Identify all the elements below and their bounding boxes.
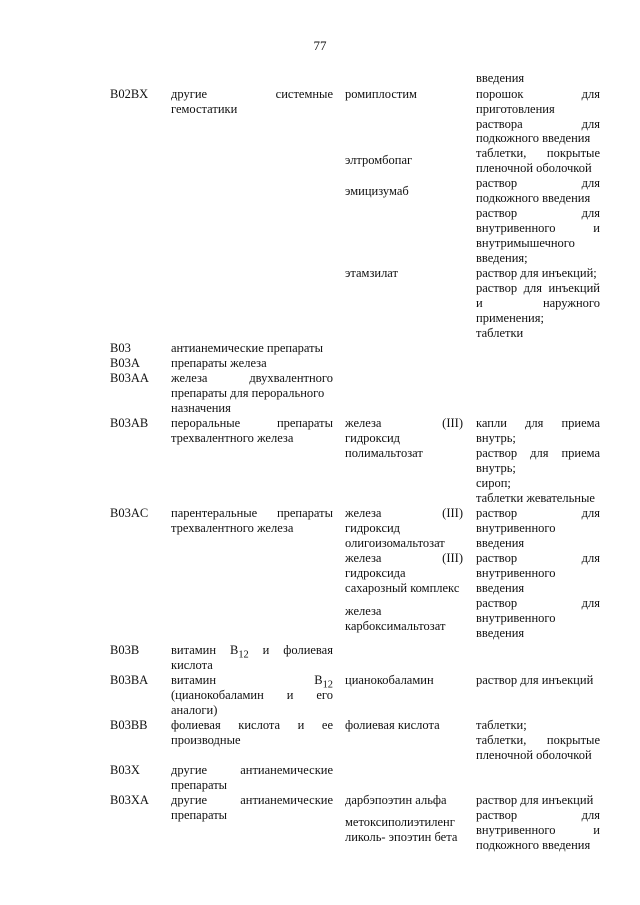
word: и [297, 718, 305, 732]
word: раствор [476, 551, 518, 565]
dosage-form-line: подкожного введения [476, 191, 591, 205]
dosage-form-line: таблетки [476, 326, 524, 340]
atc-code-line: B03 [110, 341, 131, 355]
word: антианемические [240, 763, 333, 777]
dosage-form-line: внутривенного [476, 611, 556, 625]
word: внутривенного [476, 823, 556, 837]
word: для [581, 117, 600, 131]
drug-name-line [345, 416, 463, 431]
group-name-line [171, 763, 333, 778]
drug-name-line: фолиевая кислота [345, 718, 440, 732]
word: другие [171, 763, 208, 777]
word: и [476, 296, 483, 310]
drug-name-line [345, 506, 463, 521]
word: покрытые [546, 146, 600, 160]
dosage-form-line [476, 733, 600, 748]
dosage-form-line: применения; [476, 311, 544, 325]
dosage-form-line [476, 416, 600, 431]
dosage-form-line [476, 823, 600, 838]
dosage-form-line [476, 296, 600, 311]
word: раствора [476, 117, 523, 131]
drug-name-line [345, 551, 463, 566]
dosage-form-line: введения; [476, 251, 528, 265]
group-name-line: препараты для перорального [171, 386, 325, 400]
word: $B_{12}$ [229, 643, 249, 661]
group-name-line [171, 718, 333, 733]
dosage-form-line [476, 596, 600, 611]
dosage-form-line: таблетки жевательные [476, 491, 595, 505]
group-name-line: производные [171, 733, 241, 747]
atc-code-line: B03AC [110, 506, 149, 520]
word: для [581, 206, 600, 220]
group-name-line: кислота [171, 658, 213, 672]
drug-name-line: цианокобаламин [345, 673, 434, 687]
drug-name-line: метоксиполиэтиленг [345, 815, 455, 829]
dosage-form-line [476, 117, 600, 132]
word: для [581, 176, 600, 190]
atc-code-line: B03B [110, 643, 140, 657]
dosage-form-line [476, 146, 600, 161]
group-name-line: трехвалентного железа [171, 521, 294, 535]
atc-code-line: B03AB [110, 416, 149, 430]
drug-name-line: ликоль- эпоэтин бета [345, 830, 458, 844]
word: и [262, 643, 270, 657]
dosage-form-line [476, 87, 600, 102]
dosage-form-line: приготовления [476, 102, 555, 116]
word: железа [345, 506, 382, 520]
word: и [593, 823, 600, 837]
dosage-form-line: раствор для инъекций [476, 673, 594, 687]
word: другие [171, 87, 208, 101]
dosage-form-line: подкожного введения [476, 838, 591, 852]
dosage-form-line [476, 506, 600, 521]
atc-code-line: B03AA [110, 371, 149, 385]
word: другие [171, 793, 208, 807]
drug-name-line: этамзилат [345, 266, 398, 280]
word: и [286, 688, 294, 702]
atc-code-line: B03XA [110, 793, 149, 807]
word: для [581, 808, 600, 822]
word: витамин [171, 643, 217, 657]
group-name-line [171, 371, 333, 386]
word: препараты [276, 416, 333, 430]
dosage-form-line: введения [476, 626, 525, 640]
group-name-line: препараты железа [171, 356, 267, 370]
dosage-form-line: внутримышечного [476, 236, 575, 250]
dosage-form-line: введения [476, 71, 525, 85]
group-name-line: назначения [171, 401, 231, 415]
word: приема [561, 416, 600, 430]
dosage-form-line [476, 206, 600, 221]
drug-name-line: гидроксид [345, 521, 401, 535]
word: приема [561, 446, 600, 460]
word: двухвалентного [249, 371, 333, 385]
drug-name-line: элтромбопаг [345, 153, 413, 167]
word: (III) [442, 506, 463, 520]
drug-name-line: полимальтозат [345, 446, 423, 460]
group-name-line: трехвалентного железа [171, 431, 294, 445]
dosage-form-line [476, 551, 600, 566]
word: антианемические [240, 793, 333, 807]
word: раствор [476, 176, 518, 190]
word: его [316, 688, 333, 702]
group-name-line: препараты [171, 808, 228, 822]
word: для [523, 281, 542, 295]
group-name-line [171, 416, 333, 431]
drug-name-line: ромиплостим [345, 87, 417, 101]
group-name-line: аналоги) [171, 703, 218, 717]
group-name-line [171, 87, 333, 102]
dosage-form-line: внутривенного [476, 566, 556, 580]
word: внутривенного [476, 221, 556, 235]
drug-name-line: карбоксимальтозат [345, 619, 446, 633]
word: железа [345, 416, 382, 430]
word: (III) [442, 416, 463, 430]
dosage-form-line: внутрь; [476, 431, 516, 445]
word: раствор [476, 446, 518, 460]
word: кислота [238, 718, 281, 732]
dosage-form-line: введения [476, 581, 525, 595]
atc-code-line: B03X [110, 763, 140, 777]
word: для [524, 416, 544, 430]
word: $B_{12}$ [314, 673, 333, 691]
word: железа [345, 551, 382, 565]
word: для [581, 596, 600, 610]
word: препараты [276, 506, 333, 520]
word: и [593, 221, 600, 235]
word: наружного [542, 296, 600, 310]
atc-code-line: B03A [110, 356, 140, 370]
word: витамин [171, 673, 217, 687]
word: фолиевая [171, 718, 221, 732]
drug-name-line: сахарозный комплекс [345, 581, 460, 595]
dosage-form-line [476, 808, 600, 823]
group-name-line [171, 506, 333, 521]
dosage-form-line [476, 176, 600, 191]
dosage-form-line: раствор для инъекций; [476, 266, 597, 280]
word: (цианокобаламин [171, 688, 264, 702]
word: раствор [476, 206, 518, 220]
dosage-form-line: пленочной оболочкой [476, 748, 592, 762]
word: раствор [476, 281, 518, 295]
drug-name-line: гидроксид [345, 431, 401, 445]
word: ее [321, 718, 333, 732]
group-name-line: гемостатики [171, 102, 238, 116]
word: капли [476, 416, 507, 430]
word: раствор [476, 506, 518, 520]
drug-name-line: эмицизумаб [345, 184, 409, 198]
dosage-form-line [476, 446, 600, 461]
drug-name-line: гидроксида [345, 566, 406, 580]
word: пероральные [171, 416, 241, 430]
word: для [581, 506, 600, 520]
word: таблетки, [476, 146, 527, 160]
atc-code-line: B03BA [110, 673, 149, 687]
group-name-line: препараты [171, 778, 228, 792]
word: раствор [476, 808, 518, 822]
atc-code-line: B03BB [110, 718, 148, 732]
word: для [581, 87, 600, 101]
dosage-form-line: подкожного введения [476, 131, 591, 145]
dosage-form-line: таблетки; [476, 718, 527, 732]
word: парентеральные [171, 506, 258, 520]
word: покрытые [546, 733, 600, 747]
atc-code-line: B02BX [110, 87, 149, 101]
dosage-form-line [476, 281, 600, 296]
word: фолиевая [283, 643, 333, 657]
drug-name-line: олигоизомальтозат [345, 536, 445, 550]
dosage-form-line: введения [476, 536, 525, 550]
word: инъекций [548, 281, 600, 295]
group-name-line: антианемические препараты [171, 341, 323, 355]
group-name-line [171, 793, 333, 808]
dosage-form-line: внутрь; [476, 461, 516, 475]
dosage-form-line: внутривенного [476, 521, 556, 535]
drug-name-line: дарбэпоэтин альфа [345, 793, 447, 807]
word: для [581, 551, 600, 565]
page-number: 77 [313, 38, 327, 53]
word: железа [171, 371, 208, 385]
word: порошок [476, 87, 524, 101]
word: системные [275, 87, 333, 101]
dosage-form-line: раствор для инъекций [476, 793, 594, 807]
word: для [530, 446, 549, 460]
word: таблетки, [476, 733, 527, 747]
dosage-form-line: пленочной оболочкой [476, 161, 592, 175]
drug-name-line: железа [345, 604, 382, 618]
word: (III) [442, 551, 463, 565]
dosage-form-line [476, 221, 600, 236]
dosage-form-line: сироп; [476, 476, 511, 490]
word: раствор [476, 596, 518, 610]
group-name-line [171, 688, 333, 703]
